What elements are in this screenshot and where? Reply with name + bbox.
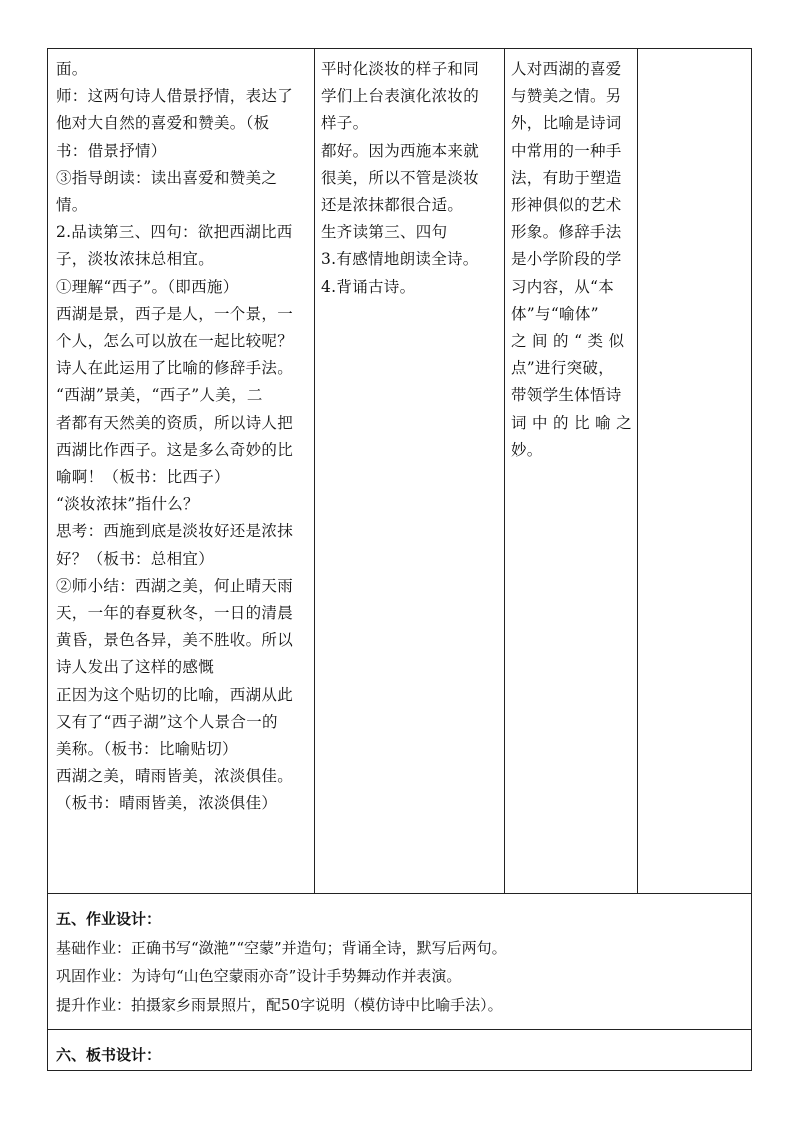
text-line: 平时化淡妆的样子和同 bbox=[321, 60, 480, 78]
text-line: 妙。 bbox=[511, 440, 543, 459]
text-line: 都好。因为西施本来就 bbox=[321, 141, 480, 160]
text-line: 4.背诵古诗。 bbox=[321, 277, 416, 296]
text-line: 法，有助于塑造 bbox=[511, 168, 622, 187]
text-line: 样子。 bbox=[321, 114, 369, 133]
text-line: 学们上台表演化浓妆的 bbox=[321, 87, 480, 106]
text-line: 形象。修辞手法 bbox=[511, 223, 622, 242]
text-line: 面。 bbox=[56, 60, 88, 78]
text-line: 是小学阶段的学 bbox=[511, 250, 622, 269]
text-line: （板书：晴雨皆美，浓淡俱佳） bbox=[56, 794, 278, 813]
text-line: 与赞美之情。另 bbox=[511, 87, 622, 106]
text-line: 3.有感情地朗读全诗。 bbox=[321, 250, 479, 269]
basic-homework: 基础作业：正确书写“潋滟”“空蒙”并造句；背诵全诗，默写后两句。 bbox=[56, 938, 507, 957]
text-line: ①理解“西子”。（即西施） bbox=[56, 277, 239, 296]
homework-heading: 五、作业设计： bbox=[56, 910, 162, 928]
text-line: 喻啊！（板书：比西子） bbox=[56, 468, 230, 487]
text-line: 诗人在此运用了比喻的修辞手法。 bbox=[56, 359, 294, 378]
text-line: 师：这两句诗人借景抒情，表达了 bbox=[56, 87, 294, 106]
text-line: 体”与“喻体” bbox=[511, 304, 599, 323]
text-line: 个人，怎么可以放在一起比较呢？ bbox=[56, 332, 294, 351]
text-line: 之 间 的 “ 类 似 bbox=[511, 332, 625, 351]
design-intent-column bbox=[511, 56, 631, 464]
student-activity-column bbox=[321, 56, 501, 301]
text-line: ③指导朗读：读出喜爱和赞美之 bbox=[56, 168, 278, 187]
text-line: 思考：西施到底是淡妆好还是浓抹 bbox=[56, 522, 294, 541]
homework-section bbox=[56, 905, 507, 1019]
text-line: 黄昏，景色各异，美不胜收。所以 bbox=[56, 631, 294, 650]
row-divider-homework bbox=[47, 893, 752, 894]
text-line: 者都有天然美的资质，所以诗人把 bbox=[56, 413, 294, 432]
text-line: 人对西湖的喜爱 bbox=[511, 60, 622, 78]
teacher-activity-column bbox=[56, 56, 311, 818]
text-line: 生齐读第三、四句 bbox=[321, 223, 448, 242]
column-divider-2 bbox=[504, 48, 505, 893]
text-line: 中常用的一种手 bbox=[511, 141, 622, 160]
text-line: 外，比喻是诗词 bbox=[511, 114, 622, 133]
text-line: 西湖比作西子。这是多么奇妙的比 bbox=[56, 440, 294, 459]
text-line: “淡妆浓抹”指什么？ bbox=[56, 495, 199, 514]
text-line: 书：借景抒情） bbox=[56, 141, 167, 160]
text-line: 形神俱似的艺术 bbox=[511, 196, 622, 215]
text-line: “西湖”景美，“西子”人美，二 bbox=[56, 386, 263, 405]
text-line: 带领学生体悟诗 bbox=[511, 386, 622, 405]
text-line: 诗人发出了这样的感慨 bbox=[56, 658, 215, 677]
text-line: 还是浓抹都很合适。 bbox=[321, 196, 464, 215]
text-line: 西湖之美，晴雨皆美，浓淡俱佳。 bbox=[56, 767, 294, 786]
text-line: 点”进行突破， bbox=[511, 359, 615, 378]
board-design-section bbox=[56, 1041, 161, 1070]
text-line: 子，淡妆浓抹总相宜。 bbox=[56, 250, 215, 269]
text-line: 2.品读第三、四句：欲把西湖比西 bbox=[56, 223, 293, 242]
text-line: 美称。（板书：比喻贴切） bbox=[56, 740, 238, 759]
column-divider-3 bbox=[637, 48, 638, 893]
text-line: 词 中 的 比 喻 之 bbox=[511, 413, 632, 432]
text-line: 正因为这个贴切的比喻，西湖从此 bbox=[56, 685, 294, 704]
text-line: 很美，所以不管是淡妆 bbox=[321, 168, 480, 187]
advanced-homework: 提升作业：拍摄家乡雨景照片，配50字说明（模仿诗中比喻手法）。 bbox=[56, 995, 503, 1014]
text-line: 天，一年的春夏秋冬，一日的清晨 bbox=[56, 604, 294, 623]
column-divider-1 bbox=[314, 48, 315, 893]
text-line: ②师小结：西湖之美，何止晴天雨 bbox=[56, 576, 294, 595]
row-divider-board bbox=[47, 1029, 752, 1030]
text-line: 他对大自然的喜爱和赞美。（板 bbox=[56, 114, 270, 133]
text-line: 又有了“西子湖”这个人景合一的 bbox=[56, 712, 278, 731]
text-line: 情。 bbox=[56, 196, 88, 215]
text-line: 西湖是景，西子是人，一个景，一 bbox=[56, 304, 294, 323]
text-line: 好？（板书：总相宜） bbox=[56, 549, 215, 568]
consolidation-homework: 巩固作业：为诗句“山色空蒙雨亦奇”设计手势舞动作并表演。 bbox=[56, 967, 462, 985]
text-line: 习内容，从“本 bbox=[511, 277, 615, 296]
board-design-heading: 六、板书设计： bbox=[56, 1046, 162, 1064]
